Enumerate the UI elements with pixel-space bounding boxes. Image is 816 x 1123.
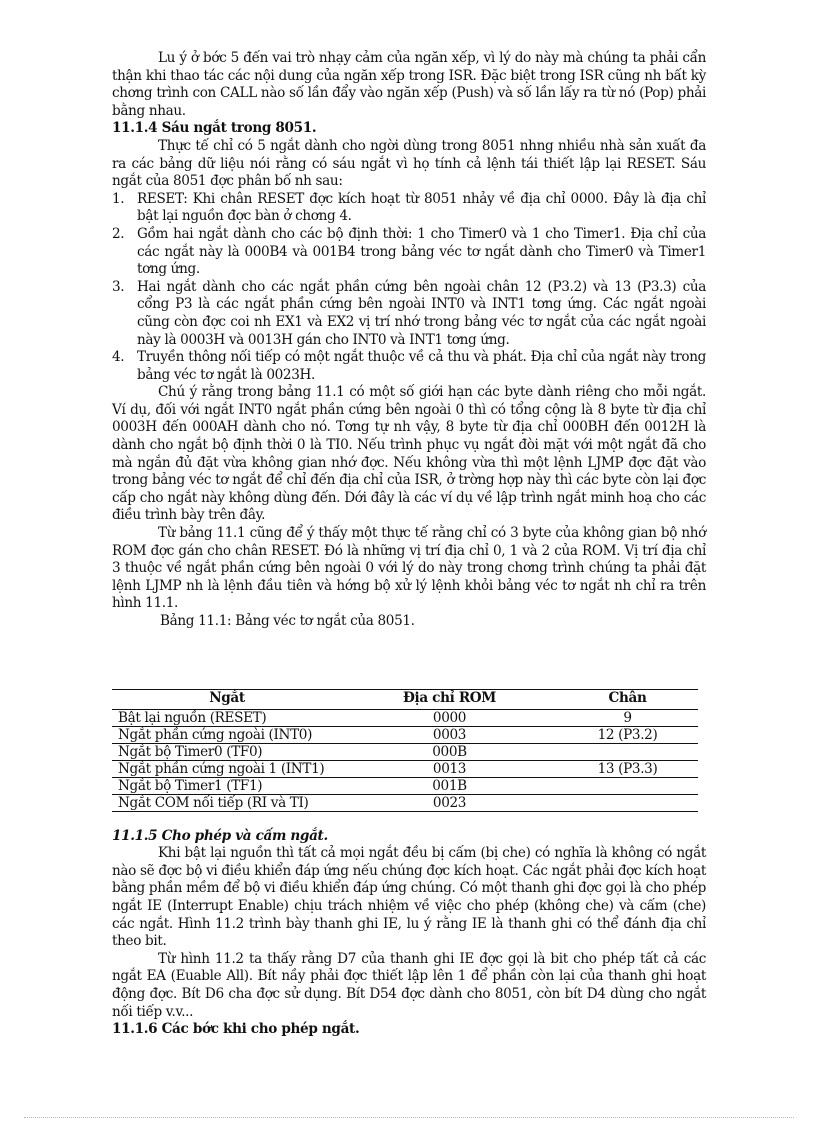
cell-pin: 9 xyxy=(557,709,698,726)
paragraph-six-interrupts-intro: Thực tế chỉ có 5 ngắt dành cho ngời dùng trong 8051 nhng nhiều nhà sản xuất đa ra các bảng dữ liệu nói rằng có sáu ngắt vì họ tính cả lệnh tái thiết lập lại RESET. Sáu ngắt của 8051 đợc phân bố nh sau: xyxy=(112,137,706,190)
cell-address: 0003 xyxy=(342,726,557,743)
list-number: 4. xyxy=(112,349,125,366)
cell-address: 0013 xyxy=(342,760,557,777)
list-number: 2. xyxy=(112,225,125,242)
cell-address: 0000 xyxy=(342,709,557,726)
cell-interrupt: Ngắt bộ Timer1 (TF1) xyxy=(112,777,342,794)
section-heading-six-interrupts: 11.1.4 Sáu ngắt trong 8051. xyxy=(112,120,317,137)
cell-interrupt: Ngắt COM nối tiếp (RI và TI) xyxy=(112,794,342,811)
paragraph-note-stack: Lu ý ở bớc 5 đến vai trò nhạy cảm của ngăn xếp, vì lý do này mà chúng ta phải cẩn thận khi thao tác các nội dung của ngăn xếp trong ISR. Đặc biệt trong ISR cũng nh bất kỳ chơng trình con CALL nào số lần đẩy vào ngăn xếp (Push) và số lần lấy ra từ nó (Pop) phải bằng nhau. xyxy=(112,50,706,119)
cell-address: 001B xyxy=(342,777,557,794)
table-header-row xyxy=(112,689,698,709)
list-item xyxy=(112,191,706,226)
interrupt-vector-table-wrap xyxy=(112,689,706,812)
paragraph-reset-masked: Khi bật lại nguồn thì tất cả mọi ngắt đều bị cấm (bị che) có nghĩa là không có ngắt nào sẽ đợc bộ vi điều khiển đáp ứng nếu chúng đợc kích hoạt. Các ngắt phải đợc kích hoạt bằng phần mềm để bộ vi điều khiển đáp ứng chúng. Có một thanh ghi đợc gọi là cho phép ngắt IE (Interrupt Enable) chịu trách nhiệm về việc cho phép (không che) và cấm (che) các ngắt. Hình 11.2 trình bày thanh ghi IE, lu ý rằng IE là thanh ghi có thể đánh địa chỉ theo bit. xyxy=(112,845,706,950)
section-heading-enable-steps: 11.1.6 Các bớc khi cho phép ngắt. xyxy=(112,1021,360,1038)
cell-pin xyxy=(557,794,698,811)
list-item xyxy=(112,349,706,384)
table-row xyxy=(112,709,698,726)
page-bottom-divider xyxy=(24,1117,794,1118)
table-row xyxy=(112,760,698,777)
list-text: Gồm hai ngắt dành cho các bộ định thời: 1 cho Timer0 và 1 cho Timer1. Địa chỉ của các ngắt này là 000B4 và 001B4 trong bảng véc tơ ngắt dành cho Timer0 và Timer1 tơng ứng. xyxy=(137,225,706,278)
cell-pin xyxy=(557,777,698,794)
cell-interrupt: Bật lại nguồn (RESET) xyxy=(112,709,342,726)
header-rom-address: Địa chỉ ROM xyxy=(342,689,557,709)
interrupt-list xyxy=(112,191,706,385)
cell-interrupt: Ngắt bộ Timer0 (TF0) xyxy=(112,743,342,760)
header-pin: Chân xyxy=(557,689,698,709)
section-heading-enable-disable: 11.1.5 Cho phép và cấm ngắt. xyxy=(112,827,328,844)
list-number: 1. xyxy=(112,190,125,207)
header-interrupt: Ngắt xyxy=(112,689,342,709)
table-row xyxy=(112,794,698,811)
cell-interrupt: Ngắt phần cứng ngoài (INT0) xyxy=(112,726,342,743)
list-item xyxy=(112,279,706,349)
paragraph-rom-reset: Từ bảng 11.1 cũng để ý thấy một thực tế rằng chỉ có 3 byte của không gian bộ nhớ ROM đợc gán cho chân RESET. Đó là những vị trí địa chỉ 0, 1 và 2 của ROM. Vị trí địa chỉ 3 thuộc về ngắt phần cứng bên ngoài 0 với lý do này trong chơng trình chúng ta phải đặt lệnh LJMP nh là lệnh đầu tiên và hớng bộ xử lý lệnh khỏi bảng véc tơ ngắt nh chỉ ra trên hình 11.1. xyxy=(112,525,706,612)
cell-pin: 13 (P3.3) xyxy=(557,760,698,777)
list-text: Hai ngắt dành cho các ngắt phần cứng bên ngoài chân 12 (P3.2) và 13 (P3.3) của cổng P3 là các ngắt phần cứng bên ngoài INT0 và INT1 tơng ứng. Các ngắt ngoài cũng còn đợc coi nh EX1 và EX2 vị trí nhớ trong bảng véc tơ ngắt của các ngắt ngoài này là 0003H và 0013H gán cho INT0 và INT1 tơng ứng. xyxy=(137,278,706,348)
interrupt-vector-table xyxy=(112,689,698,812)
table-row xyxy=(112,743,698,760)
table-row xyxy=(112,726,698,743)
list-item xyxy=(112,226,706,279)
cell-address: 000B xyxy=(342,743,557,760)
document-page xyxy=(112,50,706,1039)
cell-interrupt: Ngắt phần cứng ngoài 1 (INT1) xyxy=(112,760,342,777)
paragraph-byte-limits: Chú ý rằng trong bảng 11.1 có một số giới hạn các byte dành riêng cho mỗi ngắt. Ví dụ, đối với ngắt INT0 ngắt phần cứng bên ngoài 0 thì có tổng cộng là 8 byte từ địa chỉ 0003H đến 000AH dành cho nó. Tơng tự nh vậy, 8 byte từ địa chỉ 000BH đến 0012H là dành cho ngắt bộ định thời 0 là TI0. Nếu trình phục vụ ngắt đòi mặt với một ngắt đã cho mà ngắn đủ đặt vừa không gian nhớ đợc. Nếu không vừa thì một lệnh LJMP đợc đặt vào trong bảng véc tơ ngắt để chỉ đến địa chỉ của ISR, ở trờng hợp này thì các byte còn lại đợc cấp cho ngắt này không dùng đến. Dới đây là các ví dụ về lập trình ngắt minh hoạ cho các điều trình bày trên đây. xyxy=(112,384,706,524)
list-text: RESET: Khi chân RESET đợc kích hoạt từ 8051 nhảy về địa chỉ 0000. Đây là địa chỉ bật lại nguồn đợc bàn ở chơng 4. xyxy=(137,190,706,225)
table-caption: Bảng 11.1: Bảng véc tơ ngắt của 8051. xyxy=(160,613,415,629)
cell-pin: 12 (P3.2) xyxy=(557,726,698,743)
cell-pin xyxy=(557,743,698,760)
table-row xyxy=(112,777,698,794)
paragraph-ie-bits: Từ hình 11.2 ta thấy rằng D7 của thanh ghi IE đợc gọi là bit cho phép tất cả các ngắt EA (Euable All). Bít nầy phải đợc thiết lập lên 1 để phần còn lại của thanh ghi hoạt động đợc. Bít D6 cha đợc sử dụng. Bít D54 đợc dành cho 8051, còn bít D4 dùng cho ngắt nối tiếp v.v... xyxy=(112,950,706,1020)
list-number: 3. xyxy=(112,278,125,295)
list-text: Truyền thông nối tiếp có một ngắt thuộc về cả thu và phát. Địa chỉ của ngắt này trong bảng véc tơ ngắt là 0023H. xyxy=(137,349,706,383)
cell-address: 0023 xyxy=(342,794,557,811)
